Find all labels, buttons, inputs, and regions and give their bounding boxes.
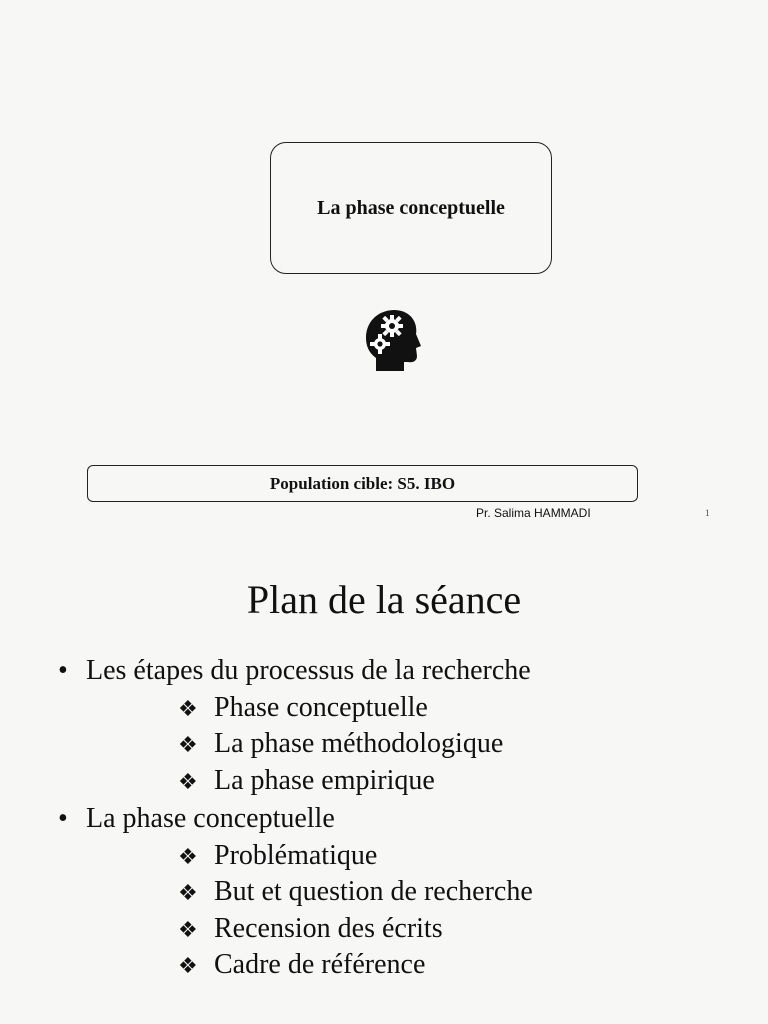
item-label: Recension des écrits <box>214 912 443 944</box>
item-label: La phase méthodologique <box>214 728 504 759</box>
author: Pr. Salima HAMMADI <box>476 506 591 520</box>
plan-title: Plan de la séance <box>246 577 522 622</box>
head-with-gears-icon <box>360 308 422 372</box>
outline-section <box>58 802 335 836</box>
diamond-bullet-icon: ❖ <box>178 695 198 721</box>
item-label: La phase empirique <box>214 764 435 796</box>
diamond-bullet-icon: ❖ <box>178 953 198 978</box>
page-number: 1 <box>705 508 710 518</box>
title-box <box>270 142 552 274</box>
slide-title: La phase conceptuelle <box>317 196 505 219</box>
diamond-bullet-icon: ❖ <box>178 916 198 942</box>
diamond-bullet-icon: ❖ <box>178 768 198 794</box>
bullet-icon: • <box>58 655 68 686</box>
diamond-bullet-icon: ❖ <box>178 843 198 869</box>
section-label: Les étapes du processus de la recherche <box>86 655 531 686</box>
outline-item <box>178 912 443 947</box>
item-label: Cadre de référence <box>214 949 426 980</box>
outline-item <box>178 948 425 983</box>
item-label: Problématique <box>214 839 378 871</box>
diamond-bullet-icon: ❖ <box>178 880 198 905</box>
item-label: Phase conceptuelle <box>214 691 428 723</box>
diamond-bullet-icon: ❖ <box>178 732 198 757</box>
outline-item <box>178 727 503 762</box>
outline-item <box>178 875 533 910</box>
population-box <box>87 465 638 502</box>
outline-item <box>178 691 428 726</box>
bullet-icon: • <box>58 803 68 834</box>
section-label: La phase conceptuelle <box>86 803 335 834</box>
outline-item <box>178 764 435 799</box>
slide-2 <box>0 540 768 1024</box>
outline-section <box>58 654 531 688</box>
population-label: Population cible: S5. IBO <box>269 473 456 493</box>
outline-item <box>178 839 377 874</box>
item-label: But et question de recherche <box>214 876 533 907</box>
